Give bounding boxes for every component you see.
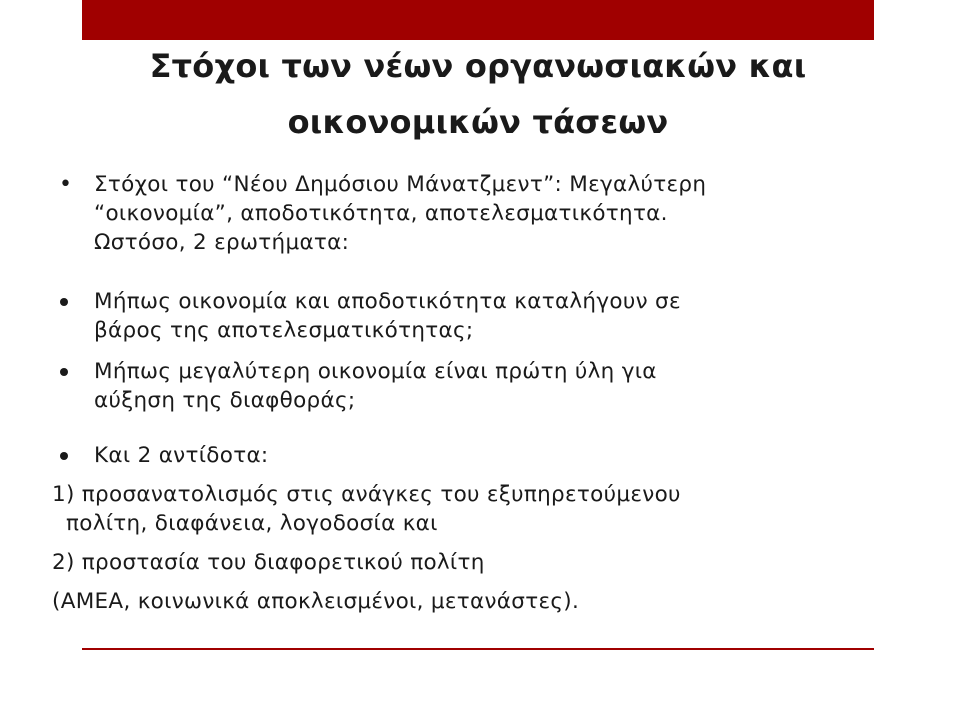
item-line: βάρος της αποτελεσματικότητας; [94,318,474,343]
title-line-1: Στόχοι των νέων οργανωσιακών και [149,47,807,85]
item-line: Και 2 αντίδοτα: [94,443,269,468]
item-line: 1) προσανατολισμός στις ανάγκες του εξυπηρετούμενου [52,482,681,507]
item-line: αύξηση της διαφθοράς; [94,388,356,413]
slide-content [52,170,886,616]
item-line: “οικονομία”, αποδοτικότητα, αποτελεσματικότητα. [94,201,668,226]
bottom-accent-rule [82,648,874,650]
bullet-item [56,170,886,257]
item-line: Μήπως μεγαλύτερη οικονομία είναι πρώτη ύλη για [94,359,657,384]
top-accent-band [82,0,874,40]
item-line: 2) προστασία του διαφορετικού πολίτη [52,550,485,575]
numbered-item [52,480,886,538]
numbered-item [52,587,886,616]
slide-title [82,38,874,150]
bullet-icon: • [59,172,73,197]
bullet-item [56,287,886,345]
item-line: Στόχοι του “Νέου Δημόσιου Μάνατζμεντ”: Μεγαλύτερη [94,172,707,197]
bullet-icon [60,452,68,460]
item-line: Ωστόσο, 2 ερωτήματα: [94,230,350,255]
bullet-icon [60,368,68,376]
item-line: Μήπως οικονομία και αποδοτικότητα καταλήγουν σε [94,289,681,314]
bullet-item [56,357,886,415]
bullet-icon [60,298,68,306]
title-line-2: οικονομικών τάσεων [287,103,669,141]
numbered-item [52,548,886,577]
item-line: (ΑΜΕΑ, κοινωνικά αποκλεισμένοι, μετανάστες). [52,589,580,614]
bullet-item [56,441,886,470]
item-line: πολίτη, διαφάνεια, λογοδοσία και [66,511,438,536]
